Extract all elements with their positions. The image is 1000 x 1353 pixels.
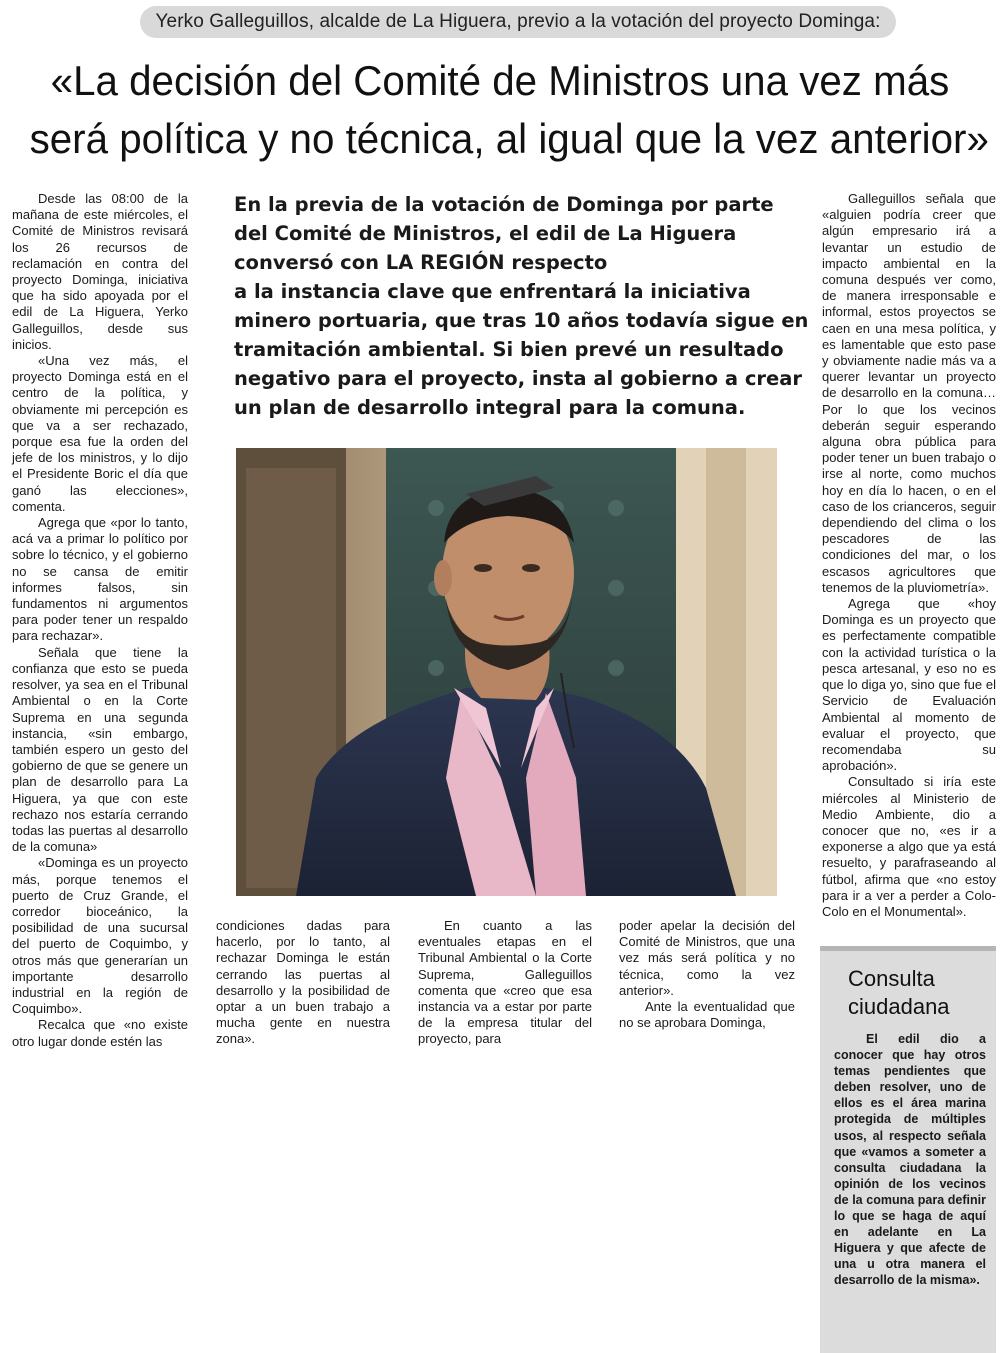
paragraph: Agrega que «por lo tanto, acá va a primar lo político por sobre lo técnico, y el gobierno no se cansa de emitir informes falsos, sin fundamentos ni argumentos para poder tener un respaldo para rechazar». bbox=[12, 515, 188, 644]
paragraph: Ante la eventualidad que no se aprobara Dominga, bbox=[619, 999, 795, 1031]
body-column-2 bbox=[216, 918, 390, 1048]
paragraph: Señala que tiene la confianza que esto se pueda resolver, ya sea en el Tribunal Ambiental o en la Corte Suprema en una segunda instancia, «sin embargo, también espero un gesto del gobierno de que se genere un plan de desarrollo para La Higuera, ya que con este rechazo nos estaría cerrando todas las puertas al desarrollo de la comuna» bbox=[12, 644, 188, 855]
paragraph: «Una vez más, el proyecto Dominga está en el centro de la política, y obviamente mi percepción es que va a ser rechazado, porque esa fue la orden del jefe de los ministros, y lo dijo el Presidente Boric el día que ganó las elecciones», comenta. bbox=[12, 353, 188, 514]
paragraph: condiciones dadas para hacerlo, por lo tanto, al rechazar Dominga le están cerrando las puertas al desarrollo y la posibilidad de optar a un buen trabajo a mucha gente en nuestra zona». bbox=[216, 918, 390, 1047]
lead-line: En la previa de la votación de Dominga por parte bbox=[234, 193, 774, 216]
lead-line: a la instancia clave que enfrentará la iniciativa bbox=[234, 280, 751, 303]
headline-line-2: será política y no técnica, al igual que la vez anterior» bbox=[29, 115, 989, 162]
paragraph: Consultado si iría este miércoles al Ministerio de Medio Ambiente, dio a conocer que no, «es ir a exponerse a algo que ya está resuelto, y parafraseando al fútbol, afirma que «no estoy para ir a ver a perder a Colo-Colo en el Monumental». bbox=[822, 774, 996, 919]
lead-line: minero portuaria, que tras 10 años todavía sigue en bbox=[234, 309, 809, 332]
portrait-photo bbox=[236, 448, 777, 896]
sidebar-title-line: ciudadana bbox=[848, 994, 950, 1019]
paragraph: poder apelar la decisión del Comité de Ministros, que una vez más será política y no técnica, como la vez anterior». bbox=[619, 918, 795, 998]
sidebar-body: El edil dio a conocer que hay otros temas pendientes que deben resolver, uno de ellos es el área marina protegida de múltiples usos, al respecto señala que «vamos a someter a consulta ciudadana la opinión de los vecinos de la comuna para definir lo que se haga de aquí en adelante en La Higuera y que afecte de una u otra manera el desarrollo de la misma». bbox=[834, 1032, 986, 1288]
body-column-1 bbox=[12, 191, 188, 1050]
sidebar-title-line: Consulta bbox=[848, 966, 935, 991]
lead-line: tramitación ambiental. Si bien prevé un resultado bbox=[234, 338, 784, 361]
kicker-text: Yerko Galleguillos, alcalde de La Higuera, previo a la votación del proyecto Dominga: bbox=[155, 11, 881, 32]
sidebar-box bbox=[820, 946, 996, 1353]
paragraph: Recalca que «no existe otro lugar donde estén las bbox=[12, 1017, 188, 1049]
paragraph: Agrega que «hoy Dominga es un proyecto que es perfectamente compatible con la actividad turística o la pesca artesanal, y eso no es que lo diga yo, sino que fue el Servicio de Evaluación Ambiental al momento de evaluar el proyecto, que recomendaba su aprobación». bbox=[822, 596, 996, 774]
portrait-illustration bbox=[236, 448, 777, 896]
paragraph: Galleguillos señala que «alguien podría creer que algún empresario irá a levantar un estudio de impacto ambiental en la comuna después ver como, de manera irresponsable e informal, estos proyectos se caen en una mesa política, y es lamentable que esto pase y obviamente nadie más va a querer levantar un proyecto de desarrollo en la comuna… Por lo que los vecinos deberán seguir esperando alguna obra pública para poder tener un buen trabajo o irse al norte, como muchos hoy en día lo hacen, o en el caso de los crianceros, seguir dependiendo del clima o los pescadores de las condiciones del mar, o los escasos agricultores que tenemos de la pluviometría». bbox=[822, 191, 996, 595]
lead-line: conversó con LA REGIÓN respecto bbox=[234, 251, 608, 274]
lead-line: negativo para el proyecto, insta al gobierno a crear bbox=[234, 367, 802, 390]
paragraph: En cuanto a las eventuales etapas en el Tribunal Ambiental o la Corte Suprema, Galleguillos comenta que «creo que esa instancia va a estar por parte de la empresa titular del proyecto, para bbox=[418, 918, 592, 1047]
body-column-4 bbox=[619, 918, 795, 1031]
paragraph: «Dominga es un proyecto más, porque tenemos el puerto de Cruz Grande, el corredor bioceánico, la posibilidad de una sucursal del puerto de Coquimbo, y otros más que generarían un importante desarrollo industrial en la región de Coquimbo». bbox=[12, 855, 188, 1017]
sidebar-title bbox=[848, 965, 988, 1021]
lead-line: del Comité de Ministros, el edil de La Higuera bbox=[234, 222, 737, 245]
headline-line-1: «La decisión del Comité de Ministros una vez más bbox=[50, 57, 950, 104]
lead-paragraph bbox=[234, 190, 809, 422]
body-column-3 bbox=[418, 918, 592, 1048]
paragraph: Desde las 08:00 de la mañana de este miércoles, el Comité de Ministros revisará los 26 recursos de reclamación en contra del proyecto Dominga, iniciativa que ha sido apoyada por el edil de La Higuera, Yerko Galleguillos, desde sus inicios. bbox=[12, 191, 188, 352]
kicker-banner bbox=[140, 6, 896, 38]
headline bbox=[29, 52, 989, 168]
lead-line: un plan de desarrollo integral para la comuna. bbox=[234, 396, 746, 419]
body-column-5 bbox=[822, 191, 996, 920]
